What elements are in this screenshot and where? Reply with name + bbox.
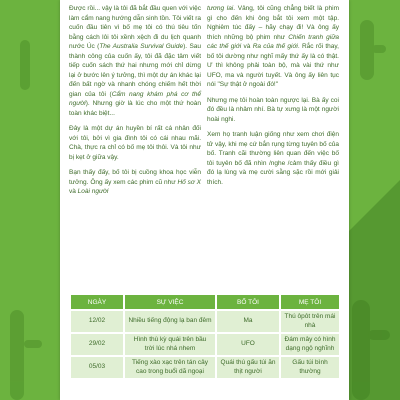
cell-event: Nhiều tiếng động lạ ban đêm [125, 311, 215, 332]
cell-dad: UFO [217, 334, 279, 355]
film-title: Loài người [77, 188, 109, 195]
header-mom: MẸ TÔI [281, 295, 339, 309]
cell-date: 12/02 [71, 311, 123, 332]
cell-mom: Thú ôpôt trên mái nhà [281, 311, 339, 332]
left-paragraph-2: Đây là một dự án huyền bí rất cá nhân đối với tôi, bởi vì gia đình tôi có cái nhau mãi. Chà, thực ra chỉ có bố mẹ tôi thôi. Và tôi như bị kẹt ở giữa vậy. [69, 125, 201, 161]
table-row [71, 311, 339, 332]
film-title: Hố sơ X [177, 178, 202, 186]
cell-date: 29/02 [71, 334, 123, 355]
film-title: Ra của thế giới [252, 43, 298, 50]
film-title: tương lai [207, 5, 234, 12]
book-title: Cẩm nang khám phá cơ thể người [69, 90, 202, 107]
cell-date: 05/03 [71, 357, 123, 378]
right-paragraph-3: Xem họ tranh luận giống như xem chơi điện tử vậy, khi mẹ cứ bắn rụng từng tuyên bố của bố. Tranh cãi thường liên quan đến việc bố tôi tuyên bố đã nhìn /nghe /cảm thấy điều gì đó lạ lùng và mẹ cười sằng sặc rồi mới giải thích. [207, 131, 339, 186]
left-paragraph-3: Bạn thấy đấy, bố tôi bị cuồng khoa học viễn tưởng. Ông ấy xem các phim cũ như Hố sơ X và Loài người [69, 169, 202, 195]
cell-event: Tiếng xào xạc trên tán cây cao trong buổi dã ngoại [125, 357, 215, 378]
header-date: NGÀY [71, 295, 123, 309]
book-title: The Australia Survival Guide [99, 43, 184, 50]
cell-dad: Quái thú gấu túi ăn thịt người [217, 357, 279, 378]
right-column [207, 4, 339, 193]
header-dad: BỐ TÔI [217, 295, 279, 309]
table-row [71, 357, 339, 378]
left-column [69, 4, 201, 203]
cell-event: Hình thù kỳ quái trên bầu trời lúc nhá nhem [125, 334, 215, 355]
header-event: SỰ VIỆC [125, 295, 215, 309]
table-header-row [71, 295, 339, 309]
cell-dad: Ma [217, 311, 279, 332]
cell-mom: Đám mây có hình dạng ngộ nghĩnh [281, 334, 339, 355]
table-row [71, 334, 339, 355]
right-paragraph-2: Nhưng mẹ tôi hoàn toàn ngược lại. Bà ấy coi đó đều là nhảm nhí. Bà tự xưng là một người hoài nghi. [207, 96, 339, 123]
left-paragraph-1: Được rồi... vậy là tôi đã bắt đầu quen với việc làm cẩm nang hướng dẫn sinh tồn. Tôi viết ra cuốn đầu tiên vì bố mẹ tôi có thú tiêu tốn bằng cách lôi tôi xềnh xệch đi du lịch quanh nước Úc (The Australia Survival Guide). Sau thành công của cuốn ấy, tôi đã đặc tâm viết tiếp cuốn sách thứ hai nhưng mới chỉ dừng lại ở bước lên ý tưởng, thì một dự án khác lại đến bất ngờ và nhanh chóng chiếm hết thời gian của tôi (Cẩm nang khám phá cơ thể người). Nhưng giờ là lúc cho một thứ hoàn toàn khác biệt... [69, 5, 202, 117]
sightings-table [69, 293, 341, 380]
book-page [60, 0, 349, 400]
cell-mom: Gấu túi bình thường [281, 357, 339, 378]
film-title: Chiến tranh giữa các thế giới [207, 33, 339, 50]
right-paragraph-1: tương lai. Vâng, tôi cũng chẳng biết là phim gì cho đến khi ông bắt tôi xem một tập. Nghiêm túc đấy – hãy chạy đi! Và ông ấy thích những bộ phim như Chiến tranh giữa các thế giới và Ra của thế giới. Rắc rối thay, bố tôi dường như nghĩ mấy thứ ấy là có thật. Ư thì không phải toàn bộ, mà vài thứ như UFO, ma và người tuyết. Và ông ấy liên tục nói "Sự thật ở ngoài đó!" [207, 5, 339, 88]
